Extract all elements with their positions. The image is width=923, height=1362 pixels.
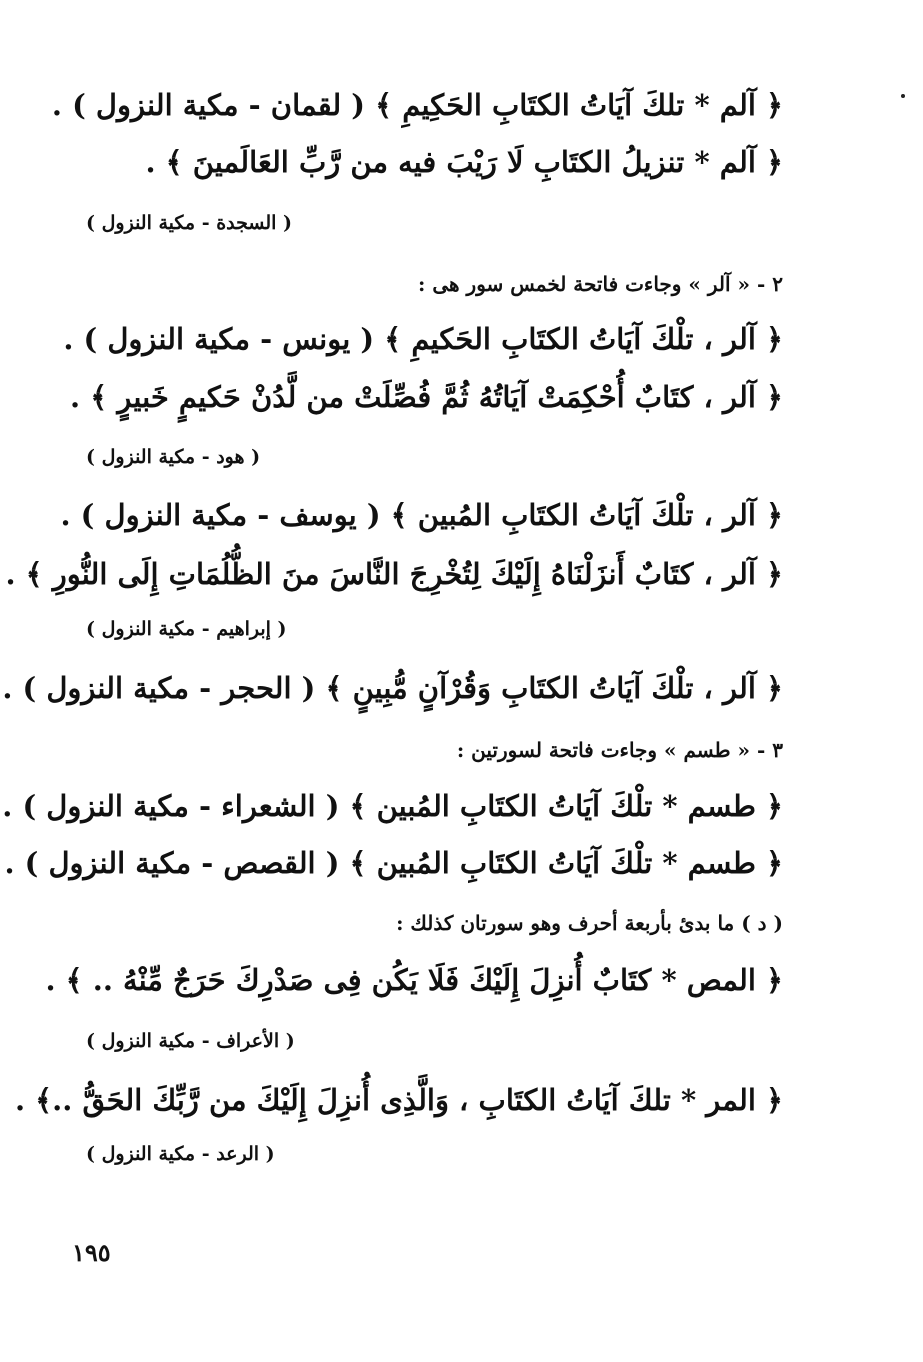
surah-reference-rad: ( الرعد - مكية النزول ) xyxy=(86,1143,275,1165)
verse-line-yusuf: ﴿ آلر ، تلْكَ آيَاتُ الكتَابِ المُبين ﴾ ( يوسف - مكية النزول ) . xyxy=(60,498,783,532)
page-number: ١٩٥ xyxy=(72,1238,111,1267)
section-heading-four-letters: ( د ) ما بدئ بأربعة أحرف وهو سورتان كذلك : xyxy=(396,911,783,935)
verse-line-ibrahim: ﴿ آلر ، كتَابٌ أَنزَلْنَاهُ إِلَيْكَ لِتُخْرِجَ النَّاسَ منَ الظُّلُمَاتِ إِلَى النُّورِ ﴾ . xyxy=(5,557,783,591)
verse-line-shuara: ﴿ طسم * تلْكَ آيَاتُ الكتَابِ المُبين ﴾ ( الشعراء - مكية النزول ) . xyxy=(2,789,783,823)
verse-line-rad: ﴿ المر * تلكَ آيَاتُ الكتَابِ ، وَالَّذِى أُنزِلَ إِلَيْكَ من رَّبِّكَ الحَقُّ ..﴾ . xyxy=(14,1083,783,1117)
surah-reference-araf: ( الأعراف - مكية النزول ) xyxy=(86,1030,295,1052)
verse-line-luqman: ﴿ آلم * تلكَ آيَاتُ الكتَابِ الحَكِيمِ ﴾ ( لقمان - مكية النزول ) . xyxy=(51,88,783,122)
verse-line-hud: ﴿ آلر ، كتَابٌ أُحْكِمَتْ آيَاتُهُ ثُمَّ فُصِّلَتْ من لَّدُنْ حَكيمٍ خَبيرٍ ﴾ . xyxy=(70,380,783,414)
verse-line-araf: ﴿ المص * كتَابٌ أُنزِلَ إِلَيْكَ فَلَا يَكُن فِى صَدْرِكَ حَرَجٌ مِّنْهُ .. ﴾ . xyxy=(45,963,783,997)
surah-reference-ibrahim: ( إبراهيم - مكية النزول ) xyxy=(86,618,287,640)
verse-line-yunus: ﴿ آلر ، تلْكَ آيَاتُ الكتَابِ الحَكيمِ ﴾ ( يونس - مكية النزول ) . xyxy=(63,322,783,356)
margin-mark xyxy=(901,94,905,98)
surah-reference-sajda: ( السجدة - مكية النزول ) xyxy=(86,212,293,234)
surah-reference-hud: ( هود - مكية النزول ) xyxy=(86,446,261,468)
verse-line-hijr: ﴿ آلر ، تلْكَ آيَاتُ الكتَابِ وَقُرْآنٍ مُّبِينٍ ﴾ ( الحجر - مكية النزول ) . xyxy=(2,671,783,705)
section-heading-tasm: ٣ - « طسم » وجاءت فاتحة لسورتين : xyxy=(456,738,783,762)
section-heading-alr: ٢ - « آلر » وجاءت فاتحة لخمس سور هى : xyxy=(418,272,783,296)
verse-line-qasas: ﴿ طسم * تلْكَ آيَاتُ الكتَابِ المُبين ﴾ ( القصص - مكية النزول ) . xyxy=(4,846,783,880)
verse-line-sajda: ﴿ آلم * تنزيلُ الكتَابِ لَا رَيْبَ فيه من رَّبِّ العَالَمينَ ﴾ . xyxy=(145,145,783,179)
